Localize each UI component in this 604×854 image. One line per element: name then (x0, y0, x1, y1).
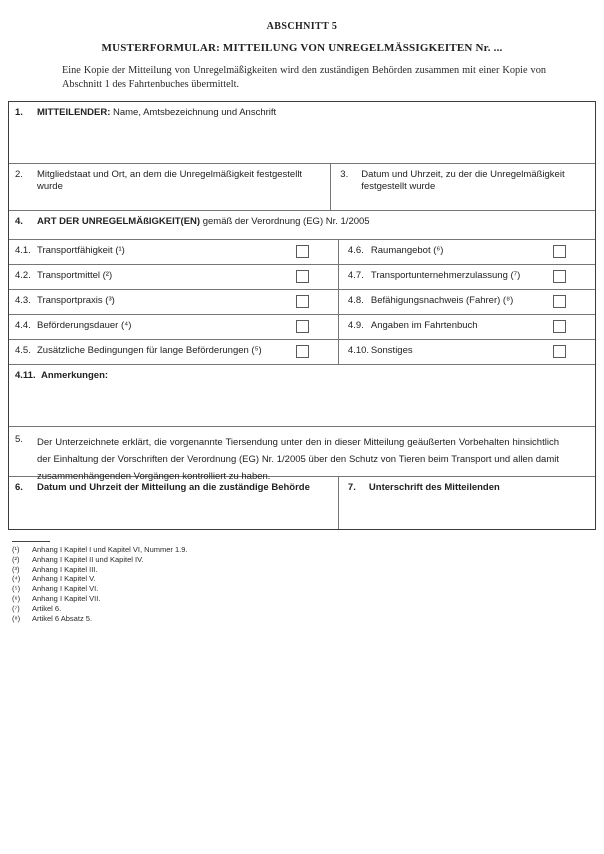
field-4-1-number: 4.1. (15, 245, 31, 256)
footnote-1-marker: (¹) (12, 545, 20, 554)
field-4-8-number: 4.8. (347, 295, 364, 306)
field-4-3-label: Transportpraxis (³) (37, 295, 115, 306)
footnote-8-marker: (⁸) (12, 613, 21, 623)
field-1-number: 1. (15, 107, 23, 118)
footnote-8 (12, 614, 604, 624)
field-3-label: Datum und Uhrzeit, zu der die Unregelmäßigkeit festgestellt wurde (361, 169, 565, 192)
field-5-number: 5. (15, 434, 23, 445)
footnote-4 (12, 574, 604, 584)
footnote-3-marker: (³) (12, 564, 20, 574)
field-4-4-number: 4.4. (15, 320, 31, 331)
field-1-cell (9, 102, 595, 163)
footnote-2 (12, 555, 604, 565)
field-4-11-anmerkungen (9, 365, 595, 427)
checkbox-4-10[interactable] (553, 345, 566, 358)
checkbox-4-7[interactable] (553, 270, 566, 283)
field-4-2-label: Transportmittel (²) (37, 270, 113, 281)
field-3-number: 3. (340, 169, 349, 180)
field-4-3-cell (9, 290, 339, 314)
field-4-7-number: 4.7. (347, 270, 364, 281)
fields-2-3-row (9, 164, 595, 211)
field-4-7-cell (339, 265, 595, 289)
field-7-number: 7. (347, 482, 356, 493)
footnote-1-text: Anhang I Kapitel I und Kapitel VI, Nummer 1.9. (32, 545, 188, 554)
field-4-9-number: 4.9. (347, 320, 364, 331)
field-1-label-bold: MITTEILENDER: (37, 107, 111, 118)
field-4-9-cell (339, 315, 595, 339)
field-4-10-cell (339, 340, 595, 364)
field-7-cell (339, 477, 595, 529)
footnote-6-text: Anhang I Kapitel VII. (32, 593, 101, 603)
footnote-7 (12, 604, 604, 614)
field-4-1-cell (9, 240, 339, 264)
field-4-label-bold: ART DER UNREGELMÄßIGKEIT(EN) (37, 216, 201, 227)
section-label: ABSCHNITT 5 (266, 21, 338, 32)
checkbox-4-2[interactable] (296, 270, 309, 283)
footnote-4-marker: (⁴) (12, 574, 21, 584)
footnote-6 (12, 594, 604, 604)
footnote-8-text: Artikel 6 Absatz 5. (32, 613, 93, 623)
footnote-4-text: Anhang I Kapitel V. (32, 574, 96, 584)
document-header (0, 0, 604, 54)
field-5-label: Der Unterzeichnete erklärt, die vorgenannte Tiersendung unter den in dieser Mitteilung geäußerten Vorbehalten hinsichtlich der Einhaltung der Vorschriften der Verordnung (EG) Nr. 1/2005 über den Schutz von Tieren beim Transport und allen damit zusammenhängenden Vorgängen kontrolliert zu haben. (37, 437, 559, 482)
field-4-6-number: 4.6. (347, 245, 364, 256)
checkbox-4-8[interactable] (553, 295, 566, 308)
field-4-1-label: Transportfähigkeit (¹) (37, 245, 125, 256)
field-4-5-label: Zusätzliche Bedingungen für lange Beförderungen (⁵) (37, 345, 262, 356)
checkbox-4-6[interactable] (553, 245, 566, 258)
footnote-2-marker: (²) (12, 554, 20, 564)
field-5-cell (9, 427, 595, 482)
field-5-declaration (9, 427, 595, 482)
field-1-mitteilender (9, 102, 595, 164)
field-3-cell (331, 164, 595, 210)
field-2-cell (9, 164, 331, 210)
field-4-header (9, 211, 595, 240)
field-4-4-label: Beförderungsdauer (⁴) (37, 320, 132, 331)
page-title: MUSTERFORMULAR: MITTEILUNG VON UNREGELMÄSSIGKEITEN Nr. ... (101, 42, 503, 54)
footnote-2-text: Anhang I Kapitel II und Kapitel IV. (32, 554, 144, 564)
field-4-8-label: Befähigungsnachweis (Fahrer) (⁸) (370, 295, 514, 306)
field-4-4-cell (9, 315, 339, 339)
field-7-label: Unterschrift des Mitteilenden (368, 482, 500, 493)
field-4-2-number: 4.2. (15, 270, 31, 281)
field-4-8-cell (339, 290, 595, 314)
checklist-row-5 (9, 340, 595, 365)
checkbox-4-9[interactable] (553, 320, 566, 333)
field-4-5-cell (9, 340, 339, 364)
footnote-1 (12, 545, 604, 555)
field-4-9-label: Angaben im Fahrtenbuch (370, 320, 478, 331)
footnotes-list (12, 545, 604, 623)
checkbox-4-1[interactable] (296, 245, 309, 258)
footnote-7-marker: (⁷) (12, 603, 20, 613)
field-4-number: 4. (15, 216, 23, 227)
field-4-6-cell (339, 240, 595, 264)
field-4-5-number: 4.5. (15, 345, 31, 356)
field-4-label (37, 211, 376, 228)
field-4-10-number: 4.10. (347, 345, 370, 356)
footnote-3-text: Anhang I Kapitel III. (32, 564, 98, 574)
footnote-separator (12, 541, 50, 542)
footnote-5-text: Anhang I Kapitel VI. (32, 584, 99, 594)
field-2-number: 2. (15, 169, 23, 180)
checkbox-4-4[interactable] (296, 320, 309, 333)
checkbox-4-5[interactable] (296, 345, 309, 358)
checklist-row-2 (9, 265, 595, 290)
checklist-row-3 (9, 290, 595, 315)
field-4-6-label: Raumangebot (⁶) (370, 245, 444, 256)
field-4-11-cell (9, 365, 595, 426)
field-6-cell (9, 477, 339, 529)
fields-6-7-row (9, 477, 595, 529)
footnote-5-marker: (⁵) (12, 584, 21, 594)
field-2-label: Mitgliedstaat und Ort, an dem die Unregelmäßigkeit festgestellt wurde (37, 169, 303, 192)
footnote-3 (12, 565, 604, 575)
footnote-5 (12, 584, 604, 594)
field-1-label-rest: Name, Amtsbezeichnung und Anschrift (110, 107, 277, 118)
field-4-2-cell (9, 265, 339, 289)
checkbox-4-3[interactable] (296, 295, 309, 308)
field-4-7-label: Transportunternehmerzulassung (⁷) (370, 270, 521, 281)
footnote-7-text: Artikel 6. (32, 603, 62, 613)
intro-paragraph: Eine Kopie der Mitteilung von Unregelmäßigkeiten wird den zuständigen Behörden zusammen mit einer Kopie von Abschnitt 1 des Fahrtenbuches übermittelt. (62, 65, 546, 90)
field-4-3-number: 4.3. (15, 295, 31, 306)
field-4-cell (9, 211, 595, 239)
form-table (8, 101, 596, 530)
field-4-10-label: Sonstiges (370, 345, 413, 356)
field-4-11-label: Anmerkungen: (41, 370, 109, 381)
checklist-row-1 (9, 240, 595, 265)
field-6-label: Datum und Uhrzeit der Mitteilung an die zuständige Behörde (37, 482, 310, 493)
checklist-row-4 (9, 315, 595, 340)
footnote-6-marker: (⁶) (12, 593, 21, 603)
field-4-11-number: 4.11. (15, 370, 36, 381)
field-6-number: 6. (15, 482, 23, 493)
field-4-label-rest: gemäß der Verordnung (EG) Nr. 1/2005 (200, 216, 370, 227)
field-1-label (37, 102, 282, 119)
